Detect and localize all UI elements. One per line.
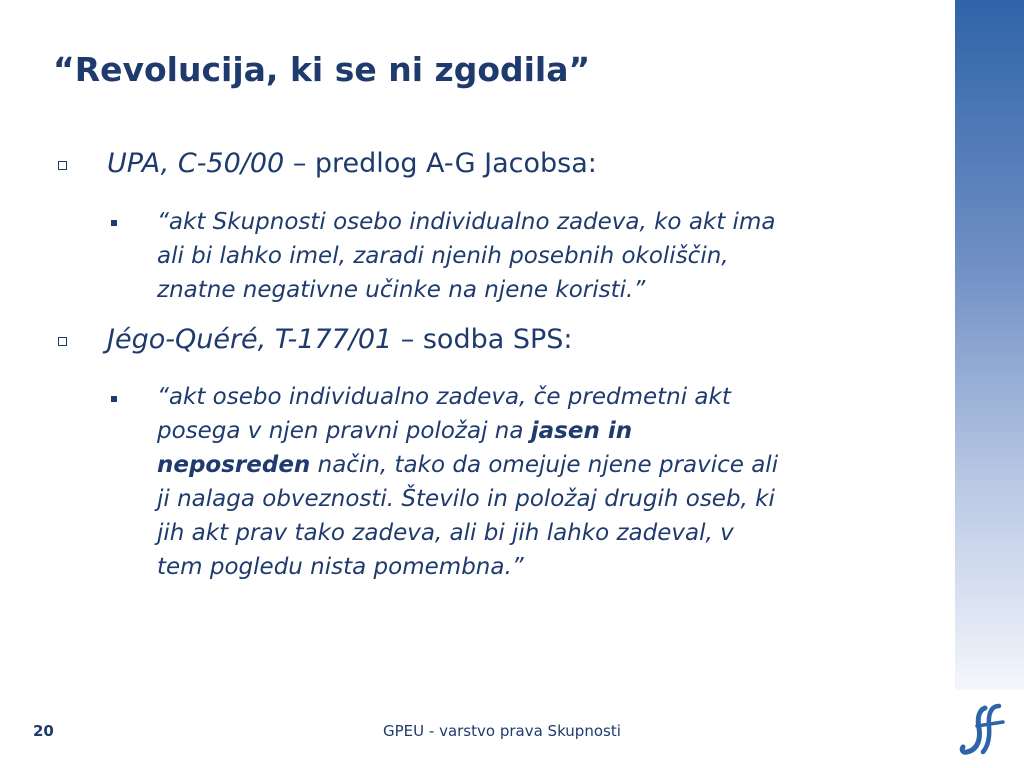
quote-line: tem pogledu nista pomembna.” [157, 554, 524, 580]
quote-line: ali bi lahko imel, zaradi njenih posebnih okoliščin, [157, 243, 729, 269]
jf-logo-icon [955, 700, 1015, 760]
quote-line: ji nalaga obveznosti. Število in položaj drugih oseb, ki [157, 486, 775, 512]
quote-judgment [157, 380, 947, 584]
quote-line: “akt Skupnosti osebo individualno zadeva, ko akt ima [157, 209, 776, 235]
filled-square-bullet-icon [111, 220, 117, 226]
footer-text: GPEU - varstvo prava Skupnosti [383, 722, 621, 740]
quote-line: jih akt prav tako zadeva, ali bi jih lahko zadeval, v [157, 520, 734, 546]
quote-line [157, 448, 947, 482]
quote-line: “akt osebo individualno zadeva, če predmetni akt [157, 384, 731, 410]
quote-emphasis: jasen in [530, 418, 633, 444]
bullet-text: – predlog A-G Jacobsa: [284, 148, 597, 179]
quote-emphasis: neposreden [157, 452, 311, 478]
quote-text: posega v njen pravni položaj na [157, 418, 531, 444]
quote-line [157, 414, 947, 448]
bullet-upa [107, 147, 597, 181]
case-reference: UPA, C-50/00 [107, 148, 285, 179]
quote-jacobs [157, 205, 947, 307]
hollow-square-bullet-icon [58, 337, 67, 346]
quote-line: znatne negativne učinke na njene koristi.” [157, 277, 646, 303]
bullet-text: – sodba SPS: [392, 324, 573, 355]
hollow-square-bullet-icon [58, 161, 67, 170]
filled-square-bullet-icon [111, 396, 117, 402]
bullet-jego-quere [107, 323, 573, 357]
page-number: 20 [33, 722, 54, 740]
slide-title: “Revolucija, ki se ni zgodila” [53, 50, 591, 89]
decorative-side-bar [955, 0, 1024, 690]
quote-text: način, tako da omejuje njene pravice ali [310, 452, 779, 478]
case-reference: Jégo-Quéré, T-177/01 [107, 324, 393, 355]
